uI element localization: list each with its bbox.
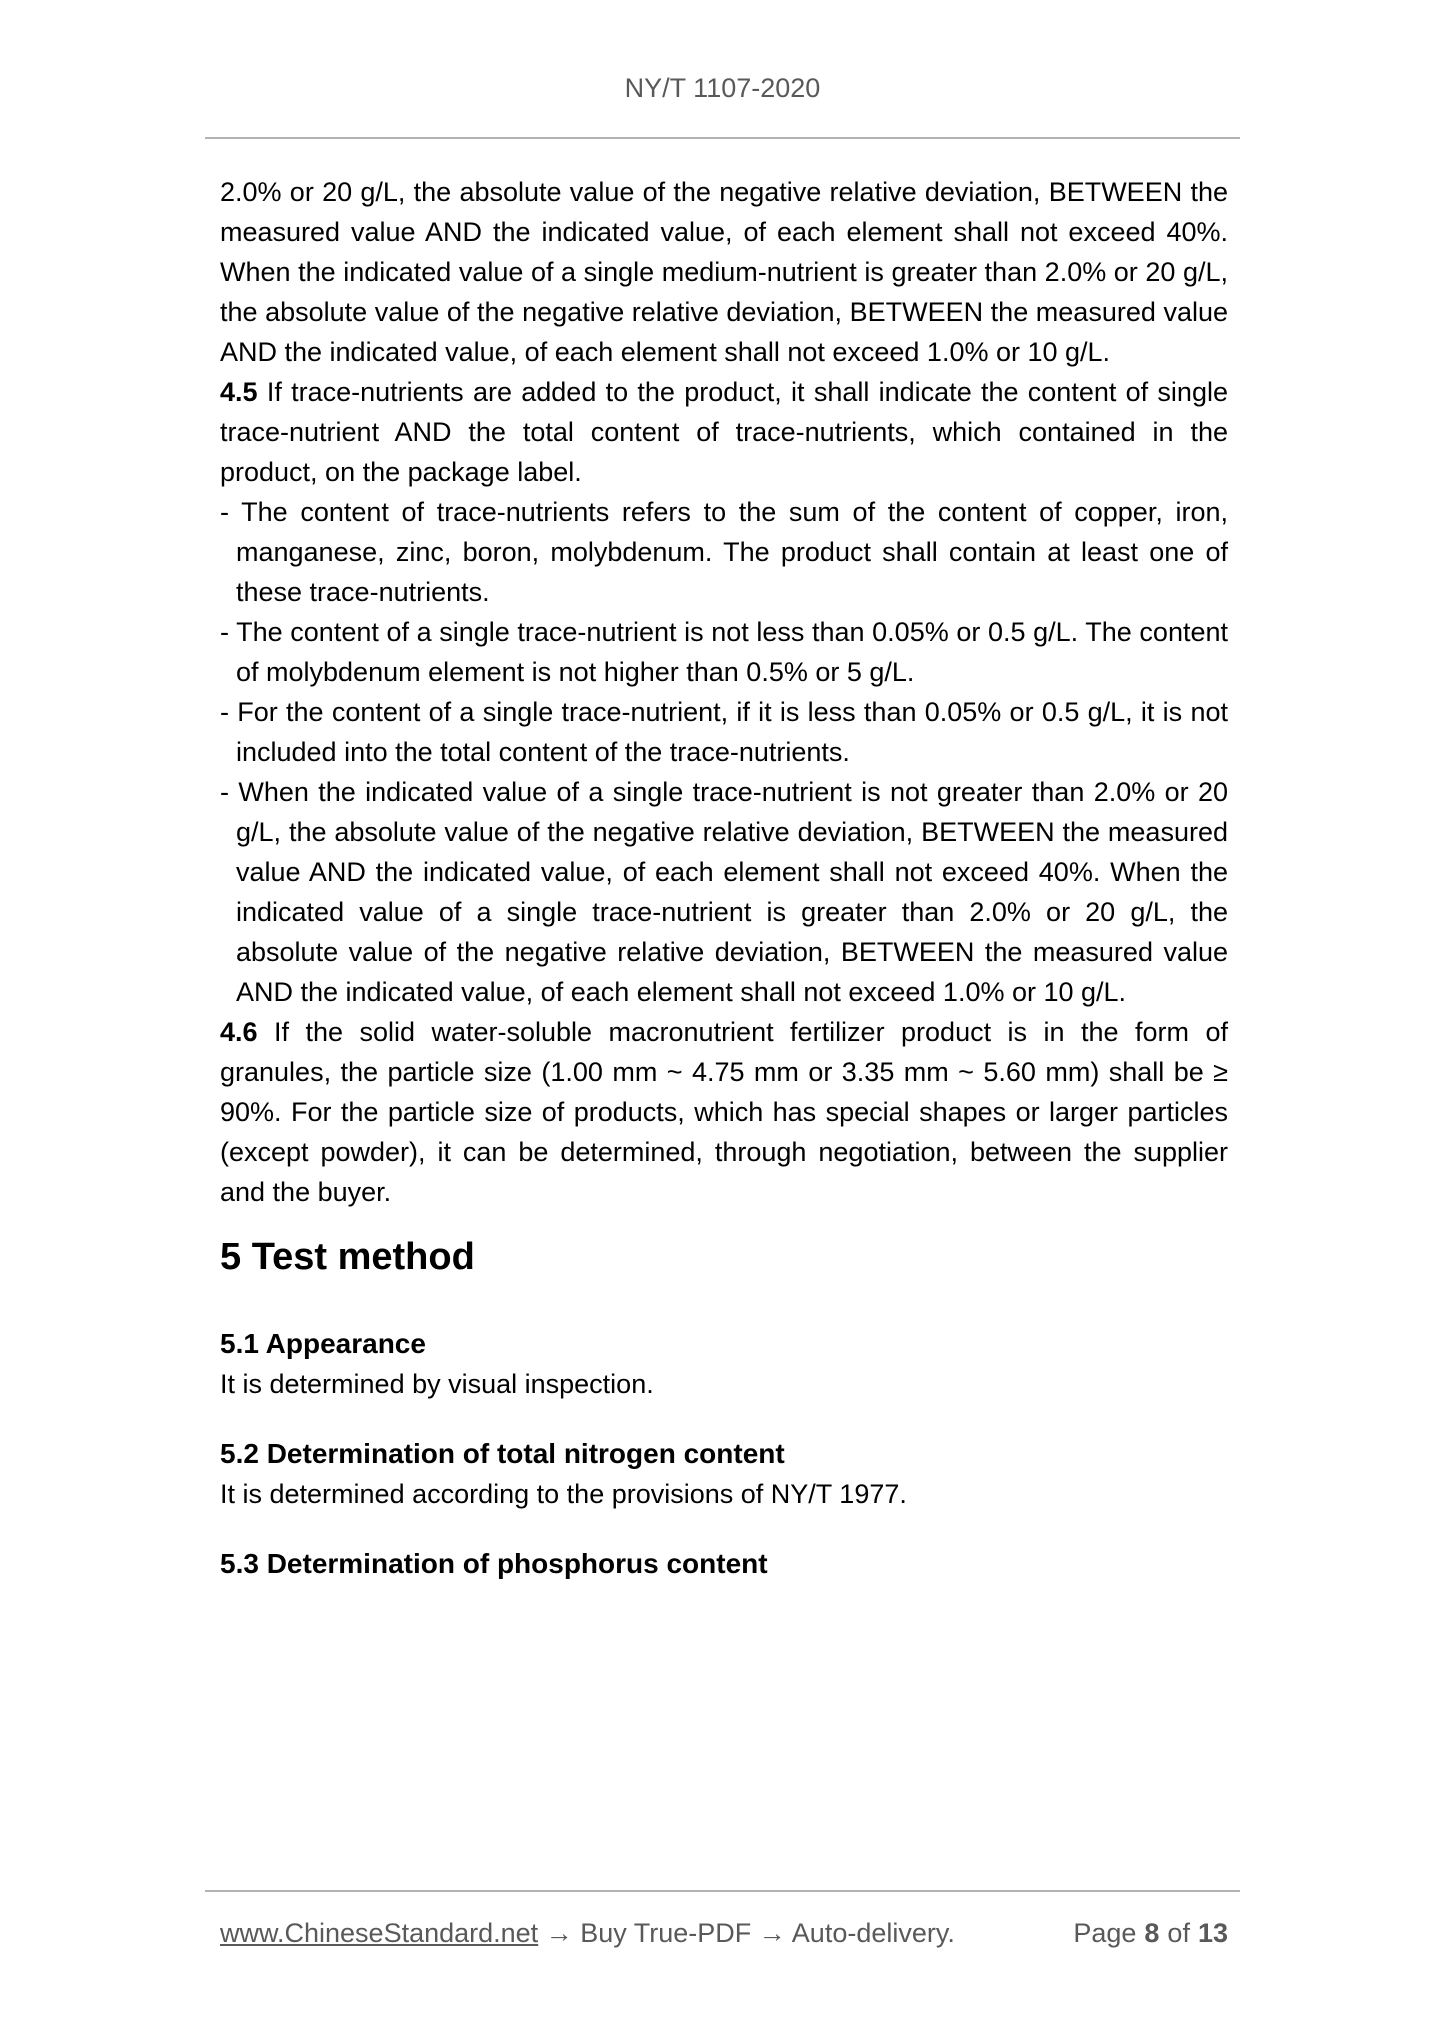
continuation-paragraph: 2.0% or 20 g/L, the absolute value of the negative relative deviation, BETWEEN the measured value AND the indicated value, of each element shall not exceed 40%. When the indicated value of a single medium-nutrient is greater than 2.0% or 20 g/L, the absolute value of the negative relative deviation, BETWEEN the measured value AND the indicated value, of each element shall not exceed 1.0% or 10 g/L. [220, 177, 1228, 367]
footer-rule [205, 1890, 1240, 1892]
heading-test-method: 5 Test method [220, 1236, 475, 1278]
bullet-text: For the content of a single trace-nutrient, if it is less than 0.05% or 0.5 g/L, it is not included into the total content of the trace-nutrients. [236, 697, 1228, 767]
page-number: 8 [1144, 1918, 1160, 1948]
buy-true-pdf-label: Buy True-PDF [580, 1918, 752, 1948]
list-item [220, 612, 1228, 692]
header-rule [205, 137, 1240, 139]
of-label: of [1167, 1918, 1190, 1948]
list-item [220, 692, 1228, 772]
list-item [220, 772, 1228, 1012]
section-number: 4.5 [220, 377, 258, 407]
footer-site-line [220, 1916, 955, 1950]
section-5-2-body: It is determined according to the provisions of NY/T 1977. [220, 1479, 907, 1509]
section-text: If the solid water-soluble macronutrient fertilizer product is in the form of granules, the particle size (1.00 mm ~ 4.75 mm or 3.35 mm ~ 5.60 mm) shall be ≥ 90%. For the particle size of products, which has special shapes or larger particles (except powder), it can be determined, through negotiation, between the supplier and the buyer. [220, 1017, 1228, 1207]
section-4-6-paragraph [220, 1012, 1228, 1212]
bullet-marker: - [220, 617, 229, 647]
page-indicator [1073, 1916, 1228, 1950]
auto-delivery-label: Auto-delivery. [791, 1918, 955, 1948]
page-label: Page [1073, 1918, 1137, 1948]
heading-5-2-total-nitrogen: 5.2 Determination of total nitrogen content [220, 1438, 785, 1469]
right-arrow-icon: → [758, 1918, 786, 1948]
page-header [205, 73, 1240, 103]
bullet-text: When the indicated value of a single trace-nutrient is not greater than 2.0% or 20 g/L, the absolute value of the negative relative deviation, BETWEEN the measured value AND the indicated value, of each element shall not exceed 40%. When the indicated value of a single trace-nutrient is greater than 2.0% or 20 g/L, the absolute value of the negative relative deviation, BETWEEN the measured value AND the indicated value, of each element shall not exceed 1.0% or 10 g/L. [236, 777, 1228, 1007]
page-total: 13 [1197, 1918, 1228, 1948]
site-link[interactable]: www.ChineseStandard.net [220, 1918, 539, 1948]
bullet-marker: - [220, 497, 229, 527]
bullet-text: The content of a single trace-nutrient is not less than 0.05% or 0.5 g/L. The content of molybdenum element is not higher than 0.5% or 5 g/L. [236, 617, 1228, 687]
section-text: If trace-nutrients are added to the product, it shall indicate the content of single trace-nutrient AND the total content of trace-nutrients, which contained in the product, on the package label. [220, 377, 1228, 487]
section-5-1-body: It is determined by visual inspection. [220, 1369, 654, 1399]
right-arrow-icon: → [545, 1918, 573, 1948]
bullet-marker: - [220, 777, 229, 807]
bullet-marker: - [220, 697, 229, 727]
list-item [220, 492, 1228, 612]
document-content [220, 172, 1228, 1584]
section-4-5-paragraph [220, 372, 1228, 492]
bullet-text: The content of trace-nutrients refers to the sum of the content of copper, iron, manganese, zinc, boron, molybdenum. The product shall contain at least one of these trace-nutrients. [236, 497, 1228, 607]
doc-code: NY/T 1107-2020 [624, 73, 821, 103]
section-number: 4.6 [220, 1017, 258, 1047]
heading-5-3-phosphorus: 5.3 Determination of phosphorus content [220, 1548, 768, 1579]
heading-5-1-appearance: 5.1 Appearance [220, 1328, 426, 1359]
page-footer [220, 1916, 1228, 1950]
